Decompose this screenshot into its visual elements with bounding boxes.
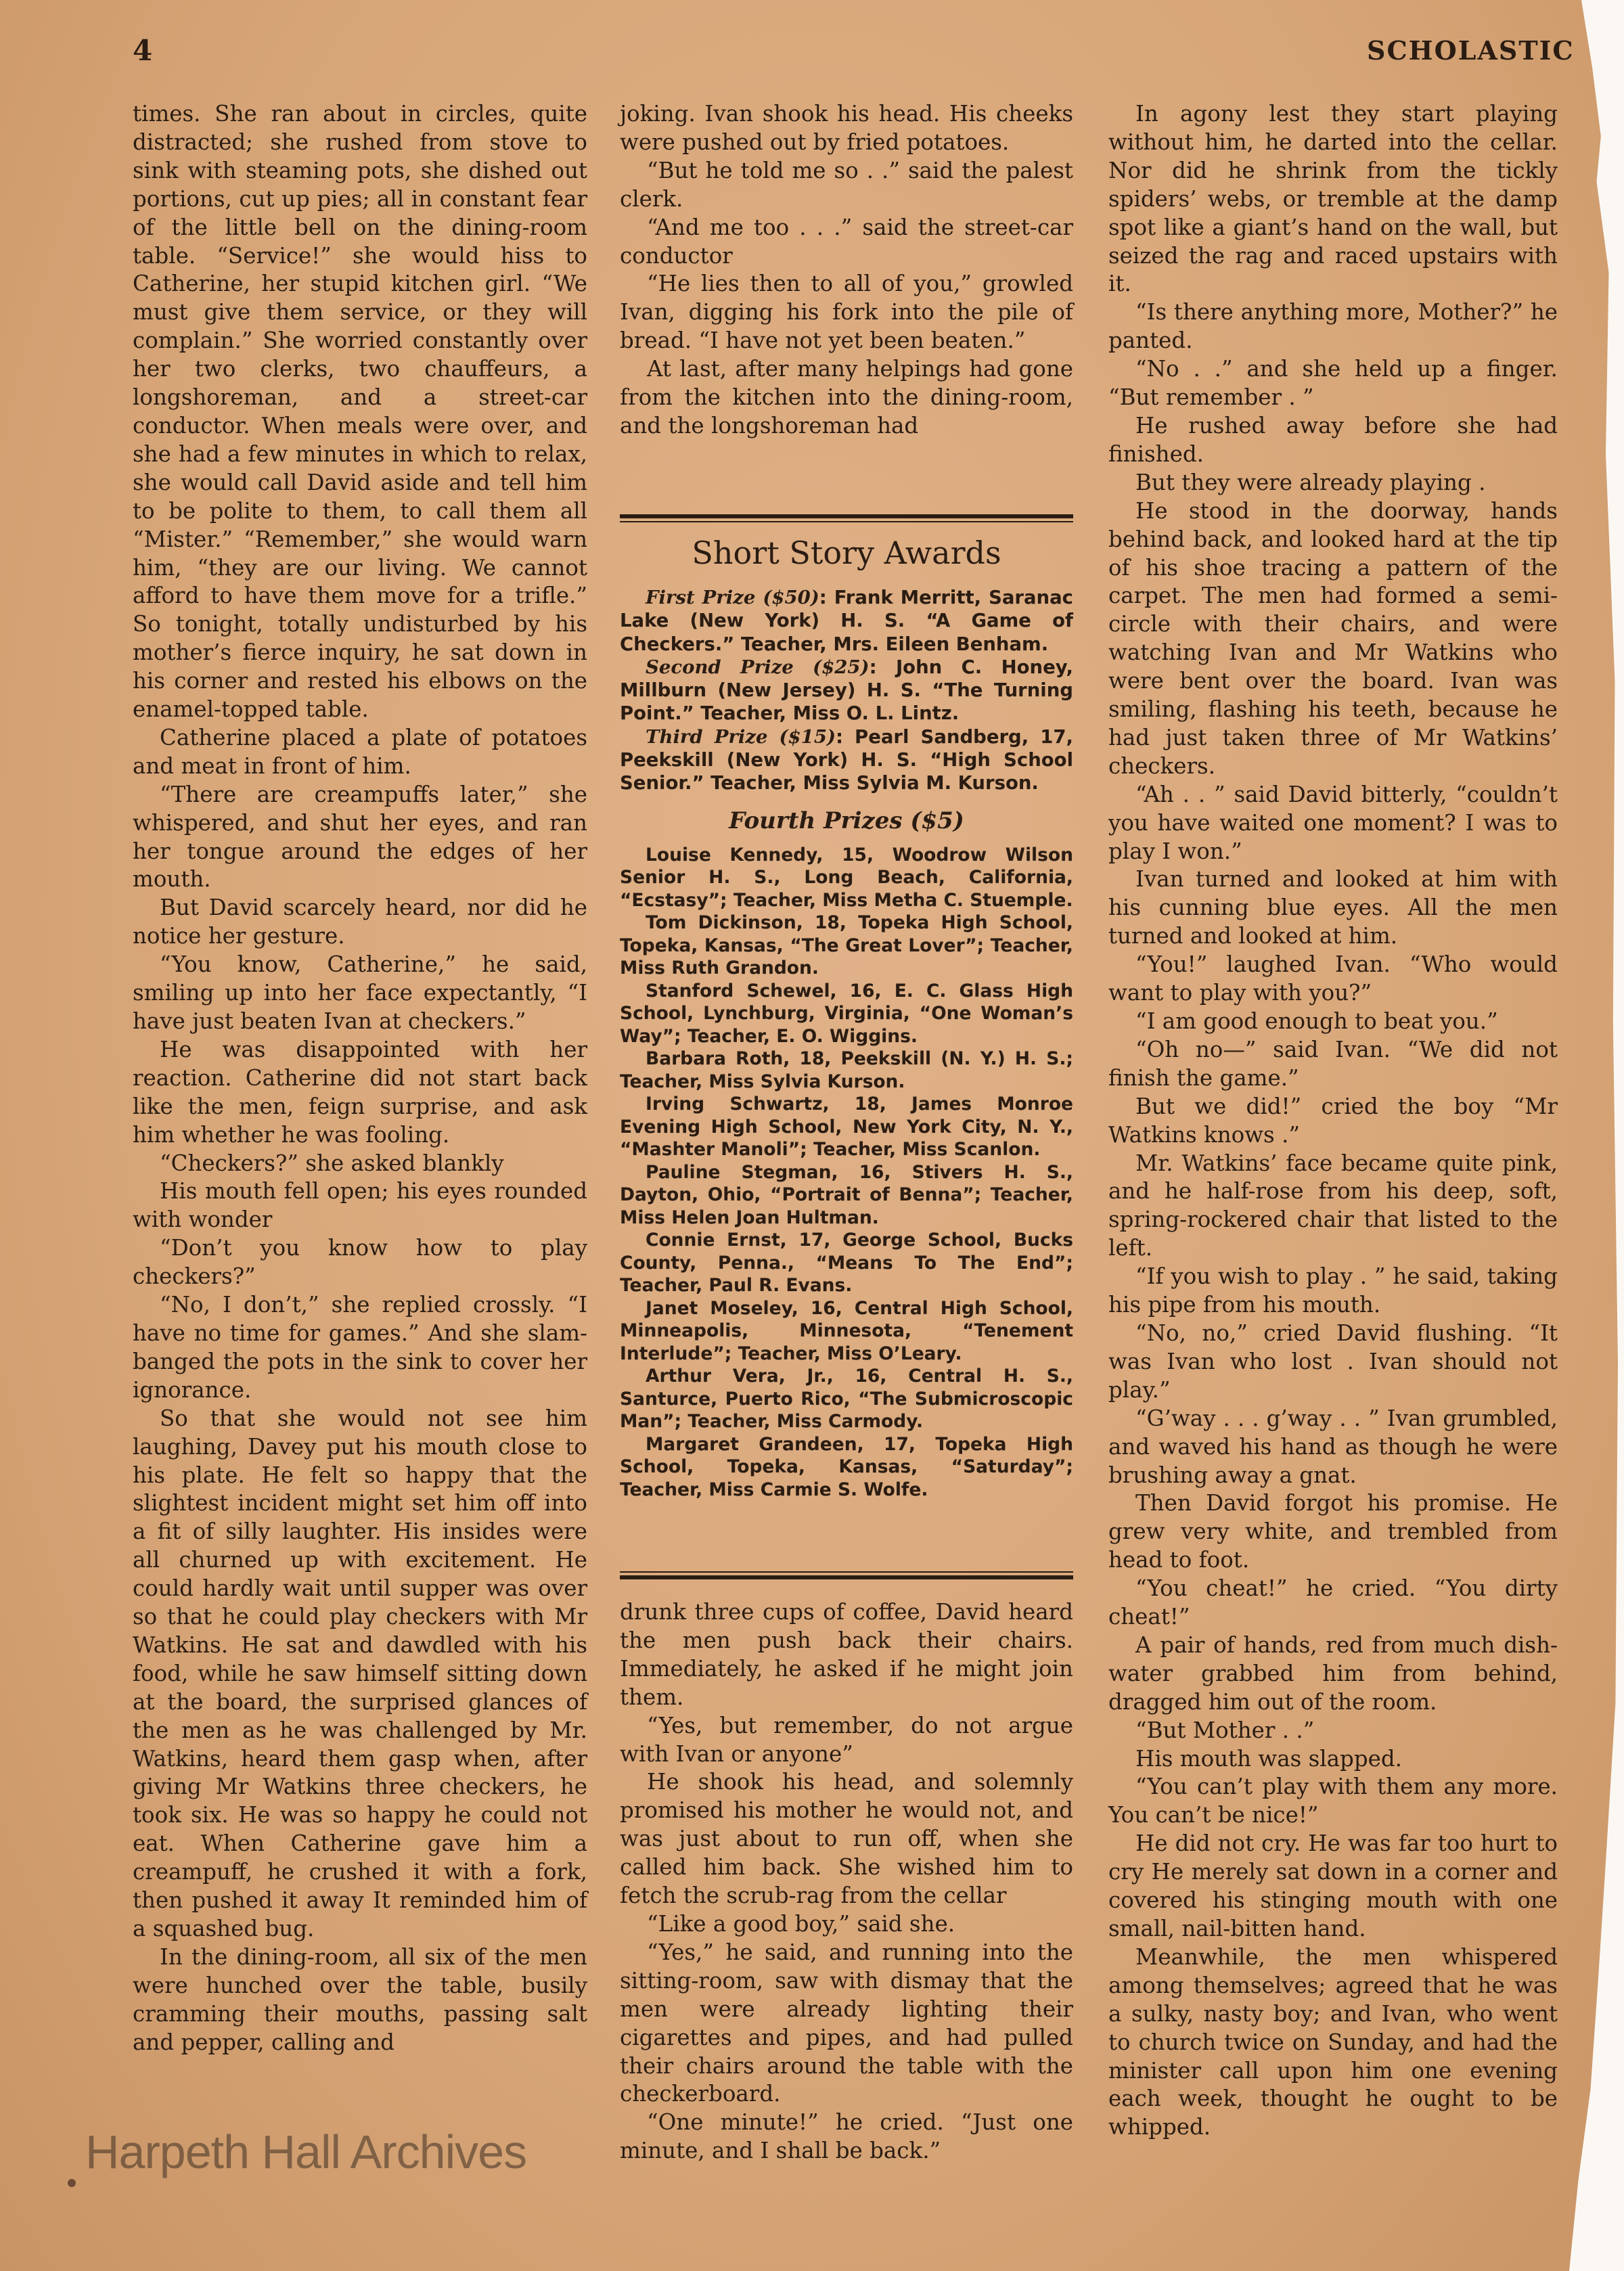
paragraph: “Is there anything more, Mother?” he panted.: [1108, 299, 1558, 354]
prize-entry: Margaret Grandeen, 17, Topeka High School, Topeka, Kansas, “Saturday”; Teacher, Miss Carmie S. Wolfe.: [620, 1433, 1073, 1500]
paragraph: “But Mother . .”: [1135, 1717, 1315, 1743]
prize-text: : Frank Merritt, Saranac Lake (New York) H. S. “A Game of Checkers.” Teacher, Mrs. Eileen Benham.: [620, 587, 1073, 655]
paragraph: “No, I don’t,” she replied crossly. “I have no time for games.” And she slam-banged the pots in the sink to cover her ignorance.: [133, 1292, 587, 1403]
paragraph: Catherine placed a plate of potatoes and meat in front of him.: [133, 724, 587, 779]
prize-label: Third Prize ($15): [646, 725, 836, 748]
paragraph: Meanwhile, the men whispered among themselves; agreed that he was a sulky, nasty boy; and Ivan, who went to church twice on Sunday, and had the minister call upon him one evening each week, thought he ought to be whipped.: [1108, 1943, 1558, 2140]
paragraph: drunk three cups of coffee, David heard the men push back their chairs. Immediately, he asked if he might join them.: [620, 1599, 1073, 1710]
prize-entry: [620, 586, 1073, 656]
paragraph: A pair of hands, red from much dish-water grabbed him from behind, dragged him out of the room.: [1108, 1632, 1558, 1715]
paragraph: “But he told me so . .” said the palest clerk.: [620, 157, 1073, 212]
paragraph: In agony lest they start playing without him, he darted into the cellar. Nor did he shrink from the tickly spiders’ webs, or tremble at the damp spot like a giant’s hand on the wall, but seized the rag and raced upstairs with it.: [1108, 101, 1558, 297]
paragraph: “G’way . . . g’way . . ” Ivan grumbled, and waved his hand as though he were brushing away a gnat.: [1108, 1405, 1558, 1488]
short-story-awards: [620, 528, 1073, 1501]
paragraph: Ivan turned and looked at him with his cunning blue eyes. All the men turned and looked at him.: [1108, 866, 1558, 949]
prize-entry: Tom Dickinson, 18, Topeka High School, Topeka, Kansas, “The Great Lover”; Teacher, Miss Ruth Grandon.: [620, 912, 1073, 979]
paragraph: He rushed away before she had finished.: [1108, 412, 1558, 467]
archive-watermark: Harpeth Hall Archives: [85, 2126, 527, 2178]
paragraph: Mr. Watkins’ face became quite pink, and he half-rose from his deep, soft, spring-rockered chair that listed to the left.: [1108, 1150, 1558, 1261]
paragraph: His mouth was slapped.: [1135, 1745, 1403, 1772]
paragraph: “You cheat!” he cried. “You dirty cheat!”: [1108, 1575, 1558, 1630]
paragraph: “Yes,” he said, and running into the sitting-room, saw with dismay that the men were already lighting their cigarettes and pipes, and had pulled their chairs around the table with the checkerboard.: [620, 1939, 1073, 2107]
paragraph: joking. Ivan shook his head. His cheeks were pushed out by fried potatoes.: [620, 101, 1073, 155]
paragraph: His mouth fell open; his eyes rounded with wonder: [133, 1178, 587, 1233]
paragraph: “And me too . . .” said the street-car conductor: [620, 214, 1073, 269]
prize-entry: [620, 725, 1073, 795]
divider-rule: [620, 1571, 1073, 1579]
prize-entry: Barbara Roth, 18, Peekskill (N. Y.) H. S.; Teacher, Miss Sylvia Kurson.: [620, 1048, 1073, 1092]
top-prizes: [620, 586, 1073, 795]
paragraph: So that she would not see him laughing, Davey put his mouth close to his plate. He felt so happy that the slightest incident might set him off into a fit of silly laughter. His insides were all churned up with excitement. He could hardly wait until supper was over so that he could play checkers with Mr Watkins. He sat and dawdled with his food, while he saw himself sitting down at the board, the surprised glances of the men as he was challenged by Mr. Watkins, heard them gasp when, after giving Mr Watkins three checkers, he took six. He was so happy he could not eat. When Catherine gave him a creampuff, he crushed it with a fork, then pushed it away It reminded him of a squashed bug.: [133, 1405, 587, 1941]
paragraph: At last, after many helpings had gone from the kitchen into the dining-room, and the longshoreman had: [620, 356, 1073, 439]
paragraph: “No . .” and she held up a finger. “But remember . ”: [1108, 356, 1558, 411]
paragraph: But we did!” cried the boy “Mr Watkins knows .”: [1108, 1093, 1558, 1148]
paragraph: He shook his head, and solemnly promised his mother he would not, and was just about to run off, when she called him back. She wished him to fetch the scrub-rag from the cellar: [620, 1769, 1073, 1909]
paragraph: In the dining-room, all six of the men were hunched over the table, busily cramming their mouths, passing salt and pepper, calling and: [133, 1943, 587, 2055]
paragraph: “You know, Catherine,” he said, smiling up into her face expectantly, “I have just beaten Ivan at checkers.”: [133, 951, 587, 1034]
paragraph: “No, no,” cried David flushing. “It was Ivan who lost . Ivan should not play.”: [1108, 1320, 1558, 1403]
paragraph: He did not cry. He was far too hurt to cry He merely sat down in a corner and covered his stinging mouth with one small, nail-bitten hand.: [1108, 1830, 1558, 1941]
paragraph: “There are creampuffs later,” she whispered, and shut her eyes, and ran her tongue around the edges of her mouth.: [133, 781, 587, 893]
paragraph: “Oh no—” said Ivan. “We did not finish the game.”: [1108, 1036, 1558, 1091]
fourth-prizes-heading: Fourth Prizes ($5): [729, 807, 964, 834]
paragraph: “Like a good boy,” said she.: [647, 1910, 955, 1937]
prize-entry: Irving Schwartz, 18, James Monroe Evening High School, New York City, N. Y., “Mashter Manoli”; Teacher, Miss Scanlon.: [620, 1094, 1073, 1161]
paragraph: “Yes, but remember, do not argue with Ivan or anyone”: [620, 1712, 1073, 1767]
prize-entry: Stanford Schewel, 16, E. C. Glass High School, Lynchburg, Virginia, “One Woman’s Way”; Teacher, E. O. Wiggins.: [620, 980, 1073, 1047]
prize-entry: Janet Moseley, 16, Central High School, Minneapolis, Minnesota, “Tenement Interlude”; Teacher, Miss O’Leary.: [620, 1297, 1073, 1364]
paragraph: “He lies then to all of you,” growled Ivan, digging his fork into the pile of bread. “I have not yet been beaten.”: [620, 271, 1073, 354]
prize-text: : John C. Honey, Millburn (New Jersey) H. S. “The Turning Point.” Teacher, Miss O. L. Lintz.: [620, 656, 1073, 725]
divider-rule: [620, 514, 1073, 522]
masthead: SCHOLASTIC: [1367, 35, 1575, 66]
column-2-bottom: [620, 1598, 1073, 2165]
paragraph: times. She ran about in circles, quite distracted; she rushed from stove to sink with steaming pots, she dished out portions, cut up pies; all in constant fear of the little bell on the dining-room table. “Service!” she would hiss to Catherine, her stupid kitchen girl. “We must give them service, or they will complain.” She worried constantly over her two clerks, two chauffeurs, a longshoreman, and a street-car conductor. When meals were over, and she had a few minutes in which to relax, she would call David aside and tell him to be polite to them, to call them all “Mister.” “Remember,” she would warn him, “they are our living. We cannot afford to have them move for a trifle.” So tonight, totally undisturbed by his mother’s fierce inquiry, he sat down in his corner and rested his elbows on the enamel-topped table.: [133, 101, 587, 723]
paragraph: “Checkers?” she asked blankly: [160, 1150, 504, 1176]
column-1: [133, 100, 587, 2057]
paragraph: “You!” laughed Ivan. “Who would want to play with you?”: [1108, 951, 1558, 1006]
prize-label: First Prize ($50): [646, 587, 819, 608]
paragraph: “You can’t play with them any more. You can’t be nice!”: [1108, 1774, 1558, 1828]
fourth-prizes: [620, 844, 1073, 1502]
prize-entry: Arthur Vera, Jr., 16, Central H. S., Santurce, Puerto Rico, “The Submicroscopic Man”; Teacher, Miss Carmody.: [620, 1366, 1073, 1433]
prize-entry: Louise Kennedy, 15, Woodrow Wilson Senior H. S., Long Beach, California, “Ecstasy”; Teacher, Miss Metha C. Stuemple.: [620, 844, 1073, 911]
prize-text: : Pearl Sandberg, 17, Peekskill (New York) H. S. “High School Senior.” Teacher, Miss Sylvia M. Kurson.: [620, 725, 1073, 794]
paragraph: Then David forgot his promise. He grew very white, and trembled from head to foot.: [1108, 1490, 1558, 1573]
awards-title: Short Story Awards: [692, 535, 1001, 571]
paragraph: He stood in the doorway, hands behind back, and looked hard at the tip of his shoe tracing a pattern of the carpet. The men had formed a semi-circle with their chairs, and were watching Ivan and Mr Watkins who were bent over the board. Ivan was smiling, flashing his teeth, because he had just taken three of Mr Watkins’ checkers.: [1108, 497, 1558, 779]
paragraph: “If you wish to play . ” he said, taking his pipe from his mouth.: [1108, 1263, 1558, 1318]
column-3: [1108, 100, 1558, 2142]
prize-label: Second Prize ($25): [646, 656, 870, 678]
paragraph: “Ah . . ” said David bitterly, “couldn’t you have waited one moment? I was to play I won.”: [1108, 781, 1558, 864]
paragraph: “Don’t you know how to play checkers?”: [133, 1235, 587, 1290]
paragraph: “One minute!” he cried. “Just one minute, and I shall be back.”: [620, 2109, 1073, 2164]
page-number: 4: [133, 34, 153, 67]
prize-entry: Pauline Stegman, 16, Stivers H. S., Dayton, Ohio, “Portrait of Benna”; Teacher, Miss Helen Joan Hultman.: [620, 1161, 1073, 1228]
paragraph: He was disappointed with her reaction. Catherine did not start back like the men, feign surprise, and ask him whether he was fooling.: [133, 1036, 587, 1148]
prize-entry: [620, 656, 1073, 725]
paragraph: But David scarcely heard, nor did he notice her gesture.: [133, 895, 587, 949]
paragraph: But they were already playing .: [1135, 469, 1486, 495]
ink-speck: [68, 2179, 76, 2187]
paragraph: “I am good enough to beat you.”: [1135, 1008, 1498, 1034]
prize-entry: Connie Ernst, 17, George School, Bucks County, Penna., “Means To The End”; Teacher, Paul R. Evans.: [620, 1230, 1073, 1297]
column-2-top: [620, 100, 1073, 441]
